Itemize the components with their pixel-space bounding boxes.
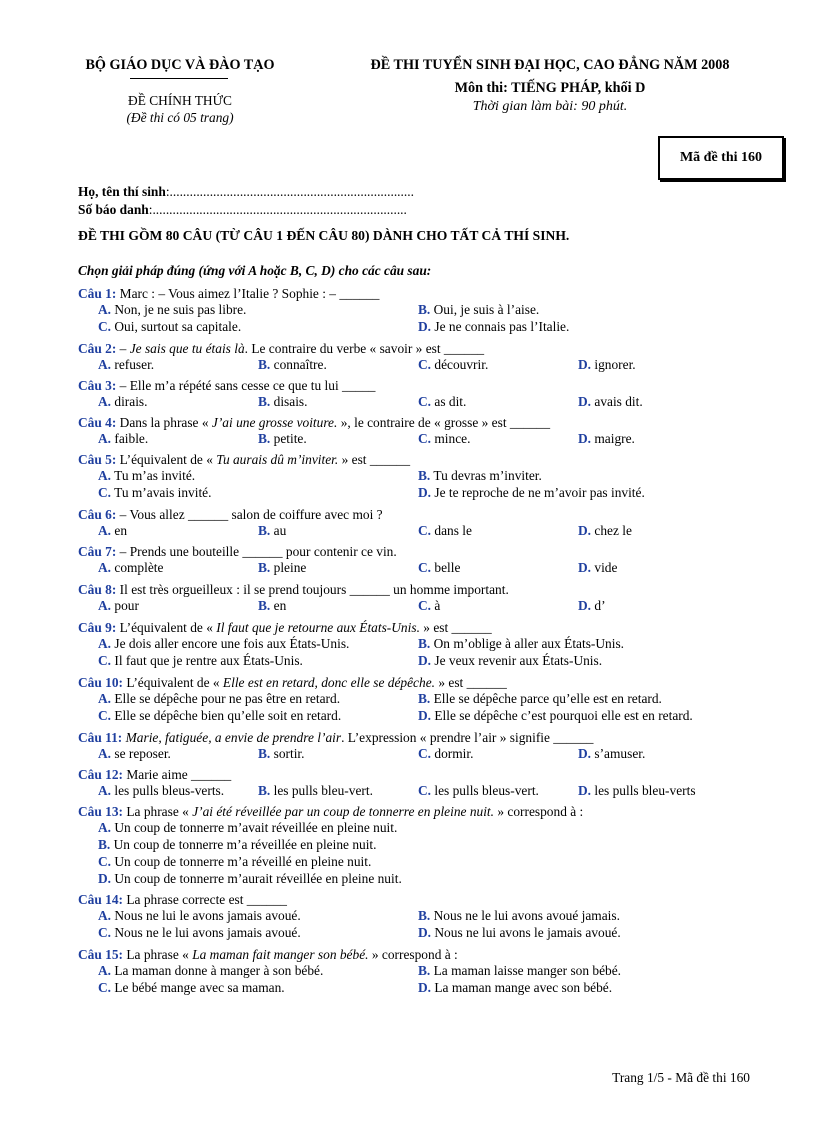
option-text: les pulls bleu-verts	[591, 783, 696, 798]
option-row	[98, 302, 816, 319]
candidate-id-line	[78, 202, 407, 218]
question-number: Câu 1:	[78, 286, 117, 301]
exam-code: Mã đề thi 160	[679, 150, 763, 165]
answer-option-c[interactable]	[418, 560, 460, 576]
question-quote: J’ai été réveillée par un coup de tonnerre en pleine nuit.	[192, 804, 494, 819]
question-number: Câu 6:	[78, 507, 117, 522]
question-text-end: . L’expression « prendre l’air » signifie ______	[341, 730, 594, 745]
official-label: ĐỀ CHÍNH THỨC	[128, 93, 232, 108]
exam-subject: Môn thi: TIẾNG PHÁP, khối D	[454, 80, 646, 96]
option-text: pleine	[270, 560, 307, 575]
exam-title: ĐỀ THI TUYỂN SINH ĐẠI HỌC, CAO ĐẲNG NĂM 2008	[370, 57, 730, 73]
option-text: au	[270, 523, 287, 538]
answer-option-a[interactable]	[98, 302, 246, 318]
question-13	[78, 803, 758, 820]
option-text: Je ne connais pas l’Italie.	[431, 319, 570, 334]
question-text: Dans la phrase «	[116, 415, 212, 430]
answer-option-d[interactable]	[418, 708, 693, 724]
option-letter: B.	[418, 963, 431, 978]
option-row	[98, 783, 816, 800]
answer-option-d[interactable]	[98, 871, 402, 887]
question-number: Câu 3:	[78, 378, 117, 393]
answer-option-d[interactable]	[578, 783, 696, 799]
question-number: Câu 8:	[78, 582, 117, 597]
option-text: Elle se dépêche bien qu’elle soit en retard.	[111, 708, 342, 723]
question-number: Câu 4:	[78, 415, 117, 430]
option-letter: D.	[418, 925, 432, 940]
ministry-name: BỘ GIÁO DỤC VÀ ĐÀO TẠO	[85, 57, 275, 73]
question-text-end: » est ______	[419, 620, 492, 635]
option-letter: A.	[98, 302, 112, 317]
option-letter: A.	[98, 468, 112, 483]
option-text: à	[431, 598, 441, 613]
option-text: La maman mange avec son bébé.	[431, 980, 613, 995]
option-letter: D.	[418, 485, 432, 500]
question-number: Câu 9:	[78, 620, 117, 635]
option-letter: D.	[578, 560, 592, 575]
option-text: en	[111, 523, 128, 538]
question-8	[78, 581, 758, 598]
option-text: complète	[111, 560, 164, 575]
question-12	[78, 766, 758, 783]
question-text: – Prends une bouteille ______ pour contenir ce vin.	[116, 544, 397, 559]
candidate-name-label: Họ, tên thí sinh	[78, 184, 166, 199]
option-text: ignorer.	[591, 357, 636, 372]
option-text: Non, je ne suis pas libre.	[111, 302, 247, 317]
question-text: La phrase «	[123, 947, 193, 962]
answer-option-b[interactable]	[418, 963, 621, 979]
option-text: sortir.	[270, 746, 305, 761]
option-letter: C.	[418, 598, 432, 613]
option-letter: D.	[578, 523, 592, 538]
question-text: Il est très orgueilleux : il se prend toujours ______ un homme important.	[116, 582, 509, 597]
answer-option-c[interactable]	[98, 653, 303, 669]
question-number: Câu 5:	[78, 452, 117, 467]
option-text: vide	[591, 560, 618, 575]
answer-option-b[interactable]	[418, 691, 662, 707]
answer-option-c[interactable]	[418, 431, 470, 447]
option-letter: B.	[258, 357, 271, 372]
question-number: Câu 12:	[78, 767, 124, 782]
answer-option-d[interactable]	[418, 319, 569, 335]
option-text: les pulls bleu-vert.	[270, 783, 373, 798]
question-text: L’équivalent de «	[116, 620, 217, 635]
answer-option-a[interactable]	[98, 746, 171, 762]
answer-option-c[interactable]	[98, 708, 341, 724]
option-letter: D.	[578, 357, 592, 372]
option-text: Nous ne lui le avons jamais avoué.	[111, 908, 301, 923]
question-4	[78, 414, 758, 431]
option-letter: B.	[418, 691, 431, 706]
option-text: as dit.	[431, 394, 467, 409]
option-letter: D.	[418, 980, 432, 995]
option-row	[98, 980, 816, 997]
question-quote: Il faut que je retourne aux États-Unis.	[216, 620, 420, 635]
answer-option-c[interactable]	[418, 523, 472, 539]
option-letter: D.	[578, 394, 592, 409]
option-text: La maman donne à manger à son bébé.	[111, 963, 324, 978]
question-number: Câu 7:	[78, 544, 117, 559]
answer-option-b[interactable]	[418, 636, 624, 652]
option-letter: B.	[258, 431, 271, 446]
option-text: maigre.	[591, 431, 635, 446]
option-letter: C.	[98, 708, 112, 723]
option-letter: D.	[578, 431, 592, 446]
option-text: se reposer.	[111, 746, 171, 761]
option-row	[98, 925, 816, 942]
answer-option-d[interactable]	[578, 357, 636, 373]
option-letter: C.	[98, 485, 112, 500]
option-row	[98, 598, 816, 615]
candidate-name-line	[78, 184, 414, 200]
answer-option-d[interactable]	[578, 431, 635, 447]
candidate-id-dots: :............................................................................	[148, 202, 407, 217]
answer-option-c[interactable]	[418, 746, 473, 762]
option-letter: A.	[98, 908, 112, 923]
question-quote: La maman fait manger son bébé.	[192, 947, 369, 962]
option-text: chez le	[591, 523, 632, 538]
option-text: La maman laisse manger son bébé.	[430, 963, 622, 978]
option-text: disais.	[270, 394, 308, 409]
option-letter: D.	[98, 871, 112, 886]
option-row	[98, 560, 816, 577]
answer-option-d[interactable]	[418, 925, 621, 941]
option-letter: B.	[258, 523, 271, 538]
choose-instruction: Chọn giải pháp đúng (ứng với A hoặc B, C, D) cho các câu sau:	[78, 263, 432, 278]
question-number: Câu 13:	[78, 804, 124, 819]
option-letter: A.	[98, 691, 112, 706]
option-text: Je dois aller encore une fois aux États-Unis.	[111, 636, 350, 651]
option-letter: A.	[98, 636, 112, 651]
option-row	[98, 636, 816, 653]
answer-option-b[interactable]	[258, 394, 307, 410]
answer-option-c[interactable]	[98, 980, 285, 996]
option-letter: B.	[98, 837, 111, 852]
option-letter: C.	[418, 746, 432, 761]
question-text-end: » est ______	[434, 675, 507, 690]
question-1	[78, 285, 758, 302]
question-3	[78, 377, 758, 394]
question-number: Câu 15:	[78, 947, 124, 962]
question-14	[78, 891, 758, 908]
option-text: dirais.	[111, 394, 148, 409]
option-letter: B.	[418, 908, 431, 923]
question-text: – Vous allez ______ salon de coiffure avec moi ?	[116, 507, 383, 522]
answer-option-a[interactable]	[98, 636, 349, 652]
question-2	[78, 340, 758, 357]
option-text: dormir.	[431, 746, 474, 761]
option-text: Tu m’as invité.	[111, 468, 196, 483]
main-instruction: ĐỀ THI GỒM 80 CÂU (TỪ CÂU 1 ĐẾN CÂU 80) DÀNH CHO TẤT CẢ THÍ SINH.	[78, 228, 570, 243]
option-text: Elle se dépêche pour ne pas être en retard.	[111, 691, 341, 706]
question-quote: Elle est en retard, donc elle se dépêche.	[222, 675, 435, 690]
option-row	[98, 871, 816, 888]
option-letter: C.	[418, 394, 432, 409]
answer-option-b[interactable]	[418, 468, 542, 484]
question-text: La phrase «	[123, 804, 193, 819]
option-row	[98, 394, 816, 411]
option-text: Un coup de tonnerre m’a réveillé en pleine nuit.	[111, 854, 372, 869]
answer-option-a[interactable]	[98, 820, 397, 836]
question-number: Câu 11:	[78, 730, 123, 745]
exam-duration: Thời gian làm bài: 90 phút.	[472, 99, 628, 114]
answer-option-b[interactable]	[258, 523, 286, 539]
option-letter: D.	[578, 598, 592, 613]
option-text: Un coup de tonnerre m’a réveillée en pleine nuit.	[110, 837, 377, 852]
question-5	[78, 451, 758, 468]
answer-option-b[interactable]	[258, 431, 307, 447]
option-letter: B.	[258, 560, 271, 575]
option-text: refuser.	[111, 357, 155, 372]
question-quote: J’ai une grosse voiture.	[211, 415, 338, 430]
option-text: les pulls bleus-verts.	[111, 783, 225, 798]
question-text: L’équivalent de «	[123, 675, 223, 690]
option-row	[98, 523, 816, 540]
answer-option-c[interactable]	[418, 598, 440, 614]
answer-option-c[interactable]	[418, 783, 539, 799]
option-row	[98, 468, 816, 485]
answer-option-b[interactable]	[418, 908, 620, 924]
answer-option-b[interactable]	[258, 783, 373, 799]
option-row	[98, 431, 816, 448]
option-text: pour	[111, 598, 139, 613]
option-row	[98, 963, 816, 980]
question-quote: Tu aurais dû m’inviter.	[216, 452, 339, 467]
option-text: les pulls bleus-vert.	[431, 783, 539, 798]
option-row	[98, 854, 816, 871]
option-letter: B.	[418, 636, 431, 651]
option-letter: B.	[418, 302, 431, 317]
option-letter: A.	[98, 820, 112, 835]
option-letter: A.	[98, 783, 112, 798]
option-row	[98, 691, 816, 708]
option-row	[98, 319, 816, 336]
option-row	[98, 746, 816, 763]
option-letter: A.	[98, 963, 112, 978]
option-letter: C.	[98, 319, 112, 334]
question-text: Marc : – Vous aimez l’Italie ? Sophie : – ______	[116, 286, 380, 301]
option-letter: C.	[418, 560, 432, 575]
option-letter: D.	[578, 746, 592, 761]
answer-option-d[interactable]	[578, 746, 645, 762]
option-row	[98, 820, 816, 837]
question-text: La phrase correcte est ______	[123, 892, 287, 907]
option-text: dans le	[431, 523, 472, 538]
answer-option-a[interactable]	[98, 560, 163, 576]
question-text-end: » correspond à :	[494, 804, 584, 819]
option-letter: C.	[98, 980, 112, 995]
answer-option-a[interactable]	[98, 963, 323, 979]
answer-option-b[interactable]	[98, 837, 377, 853]
answer-option-d[interactable]	[578, 560, 617, 576]
option-text: faible.	[111, 431, 149, 446]
option-text: s’amuser.	[591, 746, 646, 761]
option-letter: B.	[258, 783, 271, 798]
option-text: Nous ne lui avons le jamais avoué.	[431, 925, 621, 940]
question-quote: Je sais que tu étais là	[129, 341, 245, 356]
option-text: Oui, je suis à l’aise.	[430, 302, 540, 317]
option-text: connaître.	[270, 357, 327, 372]
answer-option-d[interactable]	[418, 485, 645, 501]
question-6	[78, 506, 758, 523]
question-text-end: » correspond à :	[368, 947, 458, 962]
question-7	[78, 543, 758, 560]
option-row	[98, 837, 816, 854]
option-text: Il faut que je rentre aux États-Unis.	[111, 653, 303, 668]
option-row	[98, 653, 816, 670]
answer-option-a[interactable]	[98, 691, 340, 707]
option-letter: D.	[418, 319, 432, 334]
option-text: Nous ne le lui avons avoué jamais.	[430, 908, 620, 923]
question-9	[78, 619, 758, 636]
answer-option-a[interactable]	[98, 357, 154, 373]
answer-option-a[interactable]	[98, 468, 195, 484]
answer-option-b[interactable]	[258, 560, 306, 576]
answer-option-d[interactable]	[578, 394, 643, 410]
option-row	[98, 357, 816, 374]
answer-option-d[interactable]	[418, 653, 602, 669]
option-letter: B.	[258, 746, 271, 761]
option-text: Oui, surtout sa capitale.	[111, 319, 242, 334]
option-text: Tu devras m’inviter.	[430, 468, 542, 483]
option-letter: D.	[418, 708, 432, 723]
question-text-end: » est ______	[338, 452, 411, 467]
answer-option-c[interactable]	[98, 319, 241, 335]
question-10	[78, 674, 758, 691]
answer-option-d[interactable]	[418, 980, 612, 996]
candidate-name-dots: :.........................................................................	[165, 184, 414, 199]
answer-option-c[interactable]	[98, 854, 371, 870]
option-letter: C.	[418, 783, 432, 798]
answer-option-a[interactable]	[98, 431, 148, 447]
pages-note: (Đề thi có 05 trang)	[126, 110, 234, 125]
option-letter: C.	[98, 653, 112, 668]
answer-option-c[interactable]	[418, 394, 466, 410]
question-text-end: », le contraire de « grosse » est ______	[337, 415, 551, 430]
option-text: Je veux revenir aux États-Unis.	[431, 653, 603, 668]
answer-option-a[interactable]	[98, 394, 147, 410]
option-text: d’	[591, 598, 606, 613]
option-letter: C.	[418, 431, 432, 446]
question-number: Câu 14:	[78, 892, 124, 907]
answer-option-b[interactable]	[258, 598, 286, 614]
answer-option-a[interactable]	[98, 523, 127, 539]
answer-option-c[interactable]	[98, 485, 211, 501]
option-letter: D.	[418, 653, 432, 668]
option-text: Je te reproche de ne m’avoir pas invité.	[431, 485, 645, 500]
option-text: On m’oblige à aller aux États-Unis.	[430, 636, 625, 651]
option-letter: B.	[418, 468, 431, 483]
question-text-end: . Le contraire du verbe « savoir » est ______	[244, 341, 485, 356]
option-text: Un coup de tonnerre m’avait réveillée en pleine nuit.	[111, 820, 398, 835]
question-quote: Marie, fatiguée, a envie de prendre l’air	[125, 730, 342, 745]
option-text: mince.	[431, 431, 471, 446]
option-text: petite.	[270, 431, 307, 446]
answer-option-a[interactable]	[98, 598, 139, 614]
option-text: avais dit.	[591, 394, 643, 409]
page-footer: Trang 1/5 - Mã đề thi 160	[612, 1070, 750, 1085]
option-text: Un coup de tonnerre m’aurait réveillée en pleine nuit.	[111, 871, 402, 886]
option-letter: A.	[98, 431, 112, 446]
option-row	[98, 708, 816, 725]
option-row	[98, 908, 816, 925]
question-text: L’équivalent de «	[116, 452, 217, 467]
answer-option-a[interactable]	[98, 908, 301, 924]
answer-option-c[interactable]	[98, 925, 301, 941]
option-letter: D.	[578, 783, 592, 798]
option-letter: B.	[258, 598, 271, 613]
option-text: découvrir.	[431, 357, 489, 372]
option-letter: A.	[98, 357, 112, 372]
option-text: Le bébé mange avec sa maman.	[111, 980, 285, 995]
question-text: –	[116, 341, 130, 356]
answer-option-b[interactable]	[418, 302, 539, 318]
question-15	[78, 946, 758, 963]
option-letter: A.	[98, 598, 112, 613]
option-letter: C.	[98, 854, 112, 869]
option-text: Tu m’avais invité.	[111, 485, 212, 500]
answer-option-b[interactable]	[258, 746, 305, 762]
option-letter: A.	[98, 394, 112, 409]
option-text: Elle se dépêche parce qu’elle est en retard.	[430, 691, 662, 706]
option-text: Nous ne le lui avons jamais avoué.	[111, 925, 301, 940]
answer-option-d[interactable]	[578, 523, 632, 539]
option-letter: C.	[98, 925, 112, 940]
question-number: Câu 2:	[78, 341, 117, 356]
answer-option-b[interactable]	[258, 357, 327, 373]
candidate-id-label: Số báo danh	[78, 202, 149, 217]
header-divider	[130, 78, 228, 79]
option-letter: C.	[418, 357, 432, 372]
question-11	[78, 729, 758, 746]
option-text: en	[270, 598, 287, 613]
question-text: – Elle m’a répété sans cesse ce que tu lui _____	[116, 378, 376, 393]
option-letter: C.	[418, 523, 432, 538]
question-number: Câu 10:	[78, 675, 124, 690]
exam-code-box	[658, 136, 784, 180]
question-text: Marie aime ______	[123, 767, 232, 782]
option-letter: A.	[98, 746, 112, 761]
option-letter: A.	[98, 560, 112, 575]
answer-option-c[interactable]	[418, 357, 488, 373]
option-text: belle	[431, 560, 461, 575]
answer-option-d[interactable]	[578, 598, 606, 614]
option-letter: B.	[258, 394, 271, 409]
option-letter: A.	[98, 523, 112, 538]
option-text: Elle se dépêche c’est pourquoi elle est en retard.	[431, 708, 693, 723]
option-row	[98, 485, 816, 502]
answer-option-a[interactable]	[98, 783, 224, 799]
